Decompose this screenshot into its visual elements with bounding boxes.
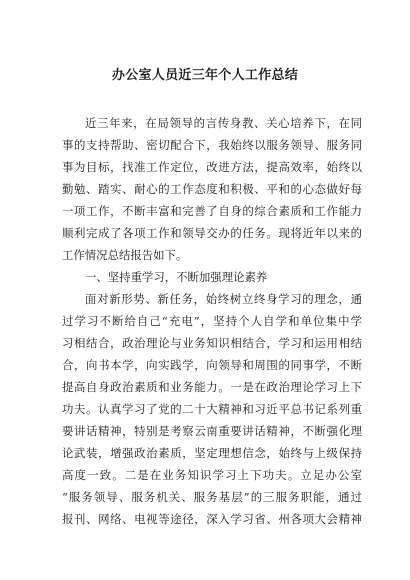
text-line: 论武装，增强政治素质，坚定理想信念，始终与上级保持 <box>62 446 362 460</box>
text-line: 过学习不断给自己“充电”，坚持个人自学和单位集中学 <box>62 314 362 328</box>
text-line: 事的支持帮助、密切配合下，我始终以服务领导、服务同 <box>62 138 362 152</box>
section-heading <box>62 266 362 288</box>
text-line: 习相结合，政治理论与业务知识相结合，学习和运用相结 <box>62 336 362 350</box>
text-line: 一项工作，不断丰富和完善了自身的综合素质和工作能力 <box>62 204 362 218</box>
text-line: 报刊、网络、电视等途径，深入学习省、州各项大会精神 <box>62 512 362 526</box>
text-line: 一、坚持重学习，不断加强理论素养 <box>85 270 268 284</box>
text-line: 高度一致。二是在业务知识学习上下功夫。立足办公室 <box>62 468 362 482</box>
text-line: 功夫。认真学习了党的二十大精神和习近平总书记系列重 <box>62 402 362 416</box>
text-line: 合，向书本学，向实践学，向领导和周围的同事学，不断 <box>62 358 362 372</box>
text-line: 勤勉、踏实、耐心的工作态度和积极、平和的心态做好每 <box>62 182 362 196</box>
document-title: 办公室人员近三年个人工作总结 <box>111 68 299 83</box>
document-body <box>62 112 362 530</box>
paragraph <box>62 112 362 266</box>
text-line: 事为目标，找准工作定位，改进方法，提高效率，始终以 <box>62 160 362 174</box>
text-line: 提高自身政治素质和业务能力。一是在政治理论学习上下 <box>62 380 362 394</box>
text-line: “服务领导、服务机关、服务基层”的三服务职能，通过 <box>62 490 362 504</box>
paragraph <box>62 288 362 530</box>
text-line: 工作情况总结报告如下。 <box>62 248 188 262</box>
text-line: 要讲话精神，特别是考察云南重要讲话精神，不断强化理 <box>62 424 362 438</box>
text-line: 近三年来，在局领导的言传身教、关心培养下，在同 <box>85 116 362 130</box>
text-line: 顺利完成了各项工作和领导交办的任务。现将近年以来的 <box>62 226 362 240</box>
text-line: 面对新形势、新任务，始终树立终身学习的理念，通 <box>85 292 362 306</box>
